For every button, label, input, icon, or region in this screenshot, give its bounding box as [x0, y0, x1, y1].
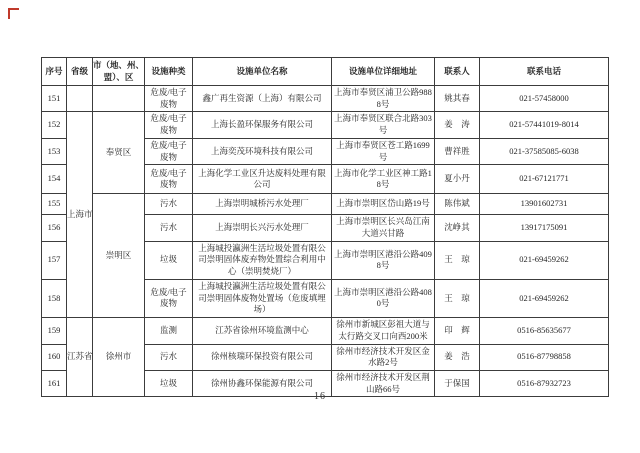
- cell-phone: 021-37585085-6038: [480, 138, 609, 164]
- cell-contact: 沈峥其: [435, 215, 480, 241]
- cell-contact: 于保国: [435, 370, 480, 396]
- cell-facility-type: 危废/电子废物: [145, 279, 193, 317]
- cell-facility-type: 危废/电子废物: [145, 165, 193, 194]
- cell-seq: 160: [42, 344, 67, 370]
- cell-province-shanghai: 上海市: [67, 112, 93, 318]
- registration-corner-mark-icon: [8, 8, 19, 19]
- cell-unit-address: 上海市崇明区港沿公路4098号: [332, 241, 435, 279]
- cell-province-jiangsu: 江苏省: [67, 318, 93, 397]
- cell-unit-address: 上海市奉贤区浦卫公路9888号: [332, 86, 435, 112]
- cell-seq: 152: [42, 112, 67, 138]
- header-province: 省级: [67, 58, 93, 86]
- cell-facility-type: 垃圾: [145, 370, 193, 396]
- cell-seq: 157: [42, 241, 67, 279]
- cell-seq: 153: [42, 138, 67, 164]
- cell-unit-name: 上海崇明长兴污水处理厂: [193, 215, 332, 241]
- cell-phone: 021-57458000: [480, 86, 609, 112]
- cell-contact: 王 琼: [435, 279, 480, 317]
- header-unit-name: 设施单位名称: [193, 58, 332, 86]
- table-row: [42, 194, 609, 215]
- cell-city: [93, 86, 145, 112]
- cell-unit-address: 徐州市经济技术开发区荆山路66号: [332, 370, 435, 396]
- cell-phone: 0516-87798858: [480, 344, 609, 370]
- cell-province: [67, 86, 93, 112]
- cell-phone: 13917175091: [480, 215, 609, 241]
- cell-seq: 158: [42, 279, 67, 317]
- cell-facility-type: 危废/电子废物: [145, 112, 193, 138]
- cell-unit-address: 上海市奉贤区苍工路1699号: [332, 138, 435, 164]
- cell-facility-type: 污水: [145, 344, 193, 370]
- cell-phone: 021-67121771: [480, 165, 609, 194]
- cell-facility-type: 危废/电子废物: [145, 86, 193, 112]
- cell-unit-name: 上海长盈环保服务有限公司: [193, 112, 332, 138]
- cell-unit-name: 上海崇明城桥污水处理厂: [193, 194, 332, 215]
- cell-facility-type: 危废/电子废物: [145, 138, 193, 164]
- facilities-table: [41, 57, 609, 397]
- cell-contact: 夏小丹: [435, 165, 480, 194]
- cell-unit-address: 上海市崇明区港沿公路4080号: [332, 279, 435, 317]
- cell-seq: 161: [42, 370, 67, 396]
- table-row: [42, 318, 609, 344]
- cell-unit-name: 徐州协鑫环保能源有限公司: [193, 370, 332, 396]
- cell-seq: 155: [42, 194, 67, 215]
- cell-city-chongming: 崇明区: [93, 194, 145, 318]
- cell-unit-name: 上海化学工业区升达废料处理有限公司: [193, 165, 332, 194]
- cell-unit-address: 上海市崇明区长兴岛江南大道兴甘路: [332, 215, 435, 241]
- header-phone: 联系电话: [480, 58, 609, 86]
- cell-contact: 曹祥胜: [435, 138, 480, 164]
- cell-contact: 印 辉: [435, 318, 480, 344]
- page-number: — 16 —: [299, 391, 341, 402]
- cell-seq: 159: [42, 318, 67, 344]
- cell-unit-address: 上海市崇明区岱山路19号: [332, 194, 435, 215]
- cell-phone: 021-69459262: [480, 279, 609, 317]
- cell-contact: 姜 浩: [435, 344, 480, 370]
- header-facility-type: 设施种类: [145, 58, 193, 86]
- header-contact: 联系人: [435, 58, 480, 86]
- cell-facility-type: 污水: [145, 194, 193, 215]
- cell-facility-type: 监测: [145, 318, 193, 344]
- cell-phone: 021-69459262: [480, 241, 609, 279]
- cell-seq: 154: [42, 165, 67, 194]
- cell-unit-name: 上海奕茂环境科技有限公司: [193, 138, 332, 164]
- cell-unit-name: 上海城投瀛洲生活垃圾处置有限公司崇明固体废物处置场（危废填埋场）: [193, 279, 332, 317]
- cell-facility-type: 污水: [145, 215, 193, 241]
- cell-phone: 021-57441019-8014: [480, 112, 609, 138]
- table-header-row: [42, 58, 609, 86]
- cell-seq: 156: [42, 215, 67, 241]
- cell-phone: 0516-87932723: [480, 370, 609, 396]
- cell-phone: 13901602731: [480, 194, 609, 215]
- cell-city-xuzhou: 徐州市: [93, 318, 145, 397]
- cell-contact: 姚其春: [435, 86, 480, 112]
- cell-city-fengxian: 奉贤区: [93, 112, 145, 194]
- cell-unit-name: 江苏省徐州环境监测中心: [193, 318, 332, 344]
- cell-unit-address: 上海市化学工业区神工路18号: [332, 165, 435, 194]
- header-seq: 序号: [42, 58, 67, 86]
- cell-phone: 0516-85635677: [480, 318, 609, 344]
- table-row: [42, 86, 609, 112]
- cell-unit-address: 上海市奉贤区联合北路303号: [332, 112, 435, 138]
- cell-contact: 姜 涛: [435, 112, 480, 138]
- table-row: [42, 112, 609, 138]
- cell-unit-name: 徐州核瑞环保投资有限公司: [193, 344, 332, 370]
- cell-unit-address: 徐州市经济技术开发区金水路2号: [332, 344, 435, 370]
- cell-unit-address: 徐州市新城区彭祖大道与太行路交叉口向西200米: [332, 318, 435, 344]
- cell-unit-name: 上海城投瀛洲生活垃圾处置有限公司崇明固体废弃物处置综合利用中心（崇明焚烧厂）: [193, 241, 332, 279]
- header-city: 市（地、州、盟）、区: [93, 58, 145, 86]
- cell-seq: 151: [42, 86, 67, 112]
- cell-contact: 王 琼: [435, 241, 480, 279]
- header-unit-address: 设施单位详细地址: [332, 58, 435, 86]
- cell-contact: 陈伟斌: [435, 194, 480, 215]
- cell-unit-name: 鑫广再生资源（上海）有限公司: [193, 86, 332, 112]
- cell-facility-type: 垃圾: [145, 241, 193, 279]
